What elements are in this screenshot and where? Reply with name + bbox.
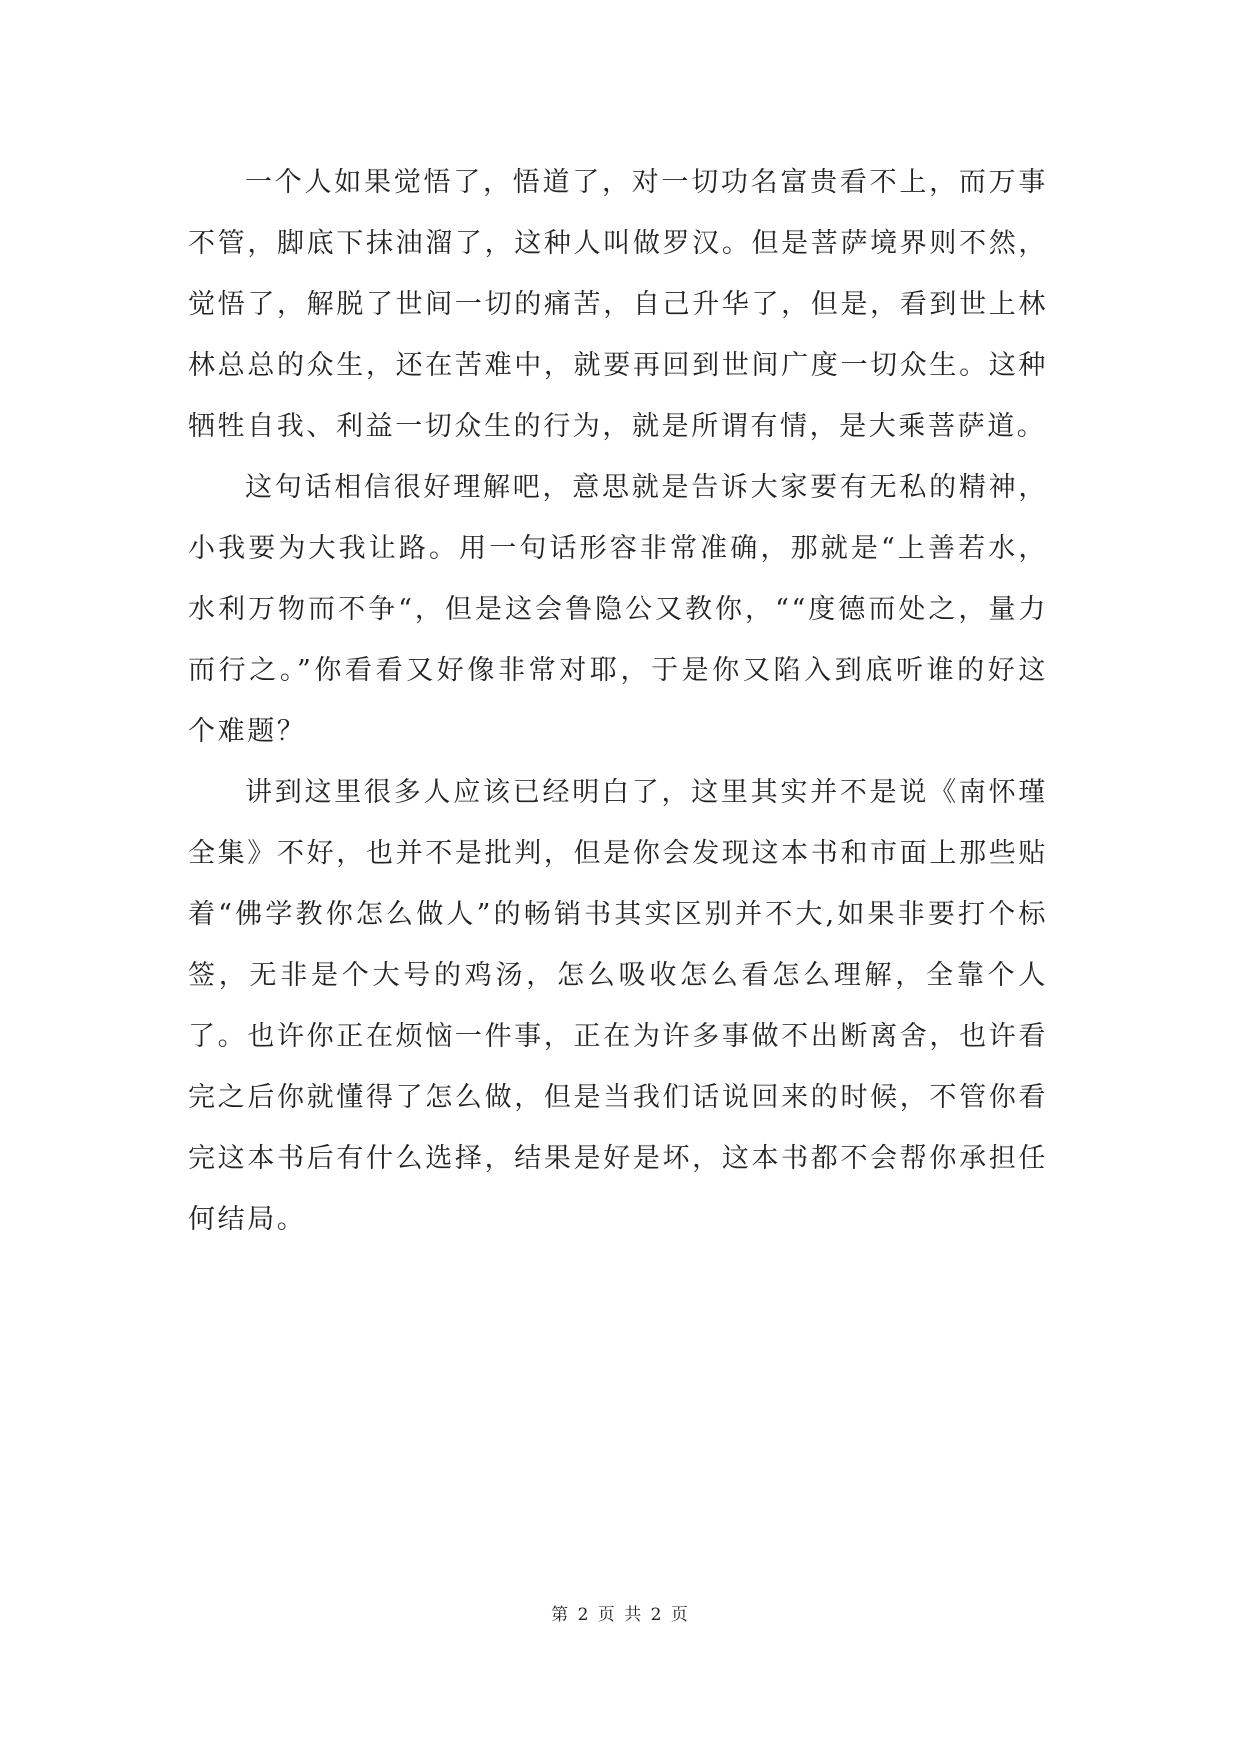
total-pages-number: 2 (650, 1605, 664, 1625)
footer-suffix: 页 (670, 1605, 690, 1625)
paragraph-1: 一个人如果觉悟了，悟道了，对一切功名富贵看不上，而万事不管，脚底下抹油溜了，这种人叫做罗汉。但是菩萨境界则不然，觉悟了，解脱了世间一切的痛苦，自己升华了，但是，看到世上林林总总的众生，还在苦难中，就要再回到世间广度一切众生。这种牺牲自我、利益一切众生的行为，就是所谓有情，是大乘菩萨道。 (188, 167, 1048, 442)
footer-middle: 页 共 (597, 1605, 644, 1625)
body-text (188, 152, 1048, 1250)
page-footer (0, 1600, 1241, 1625)
paragraph-2: 这句话相信很好理解吧，意思就是告诉大家要有无私的精神，小我要为大我让路。用一句话形容非常准确，那就是“上善若水，水利万物而不争“，但是这会鲁隐公又教你，““度德而处之，量力而行之。”你看看又好像非常对耶，于是你又陷入到底听谁的好这个难题？ (188, 472, 1048, 747)
current-page-number: 2 (577, 1605, 591, 1625)
paragraph-3: 讲到这里很多人应该已经明白了，这里其实并不是说《南怀瑾全集》不好，也并不是批判，但是你会发现这本书和市面上那些贴着“佛学教你怎么做人”的畅销书其实区别并不大,如果非要打个标签，无非是个大号的鸡汤，怎么吸收怎么看怎么理解，全靠个人了。也许你正在烦恼一件事，正在为许多事做不出断离舍，也许看完之后你就懂得了怎么做，但是当我们话说回来的时候，不管你看完这本书后有什么选择，结果是好是坏，这本书都不会帮你承担任何结局。 (188, 777, 1048, 1235)
footer-prefix: 第 (551, 1605, 571, 1625)
